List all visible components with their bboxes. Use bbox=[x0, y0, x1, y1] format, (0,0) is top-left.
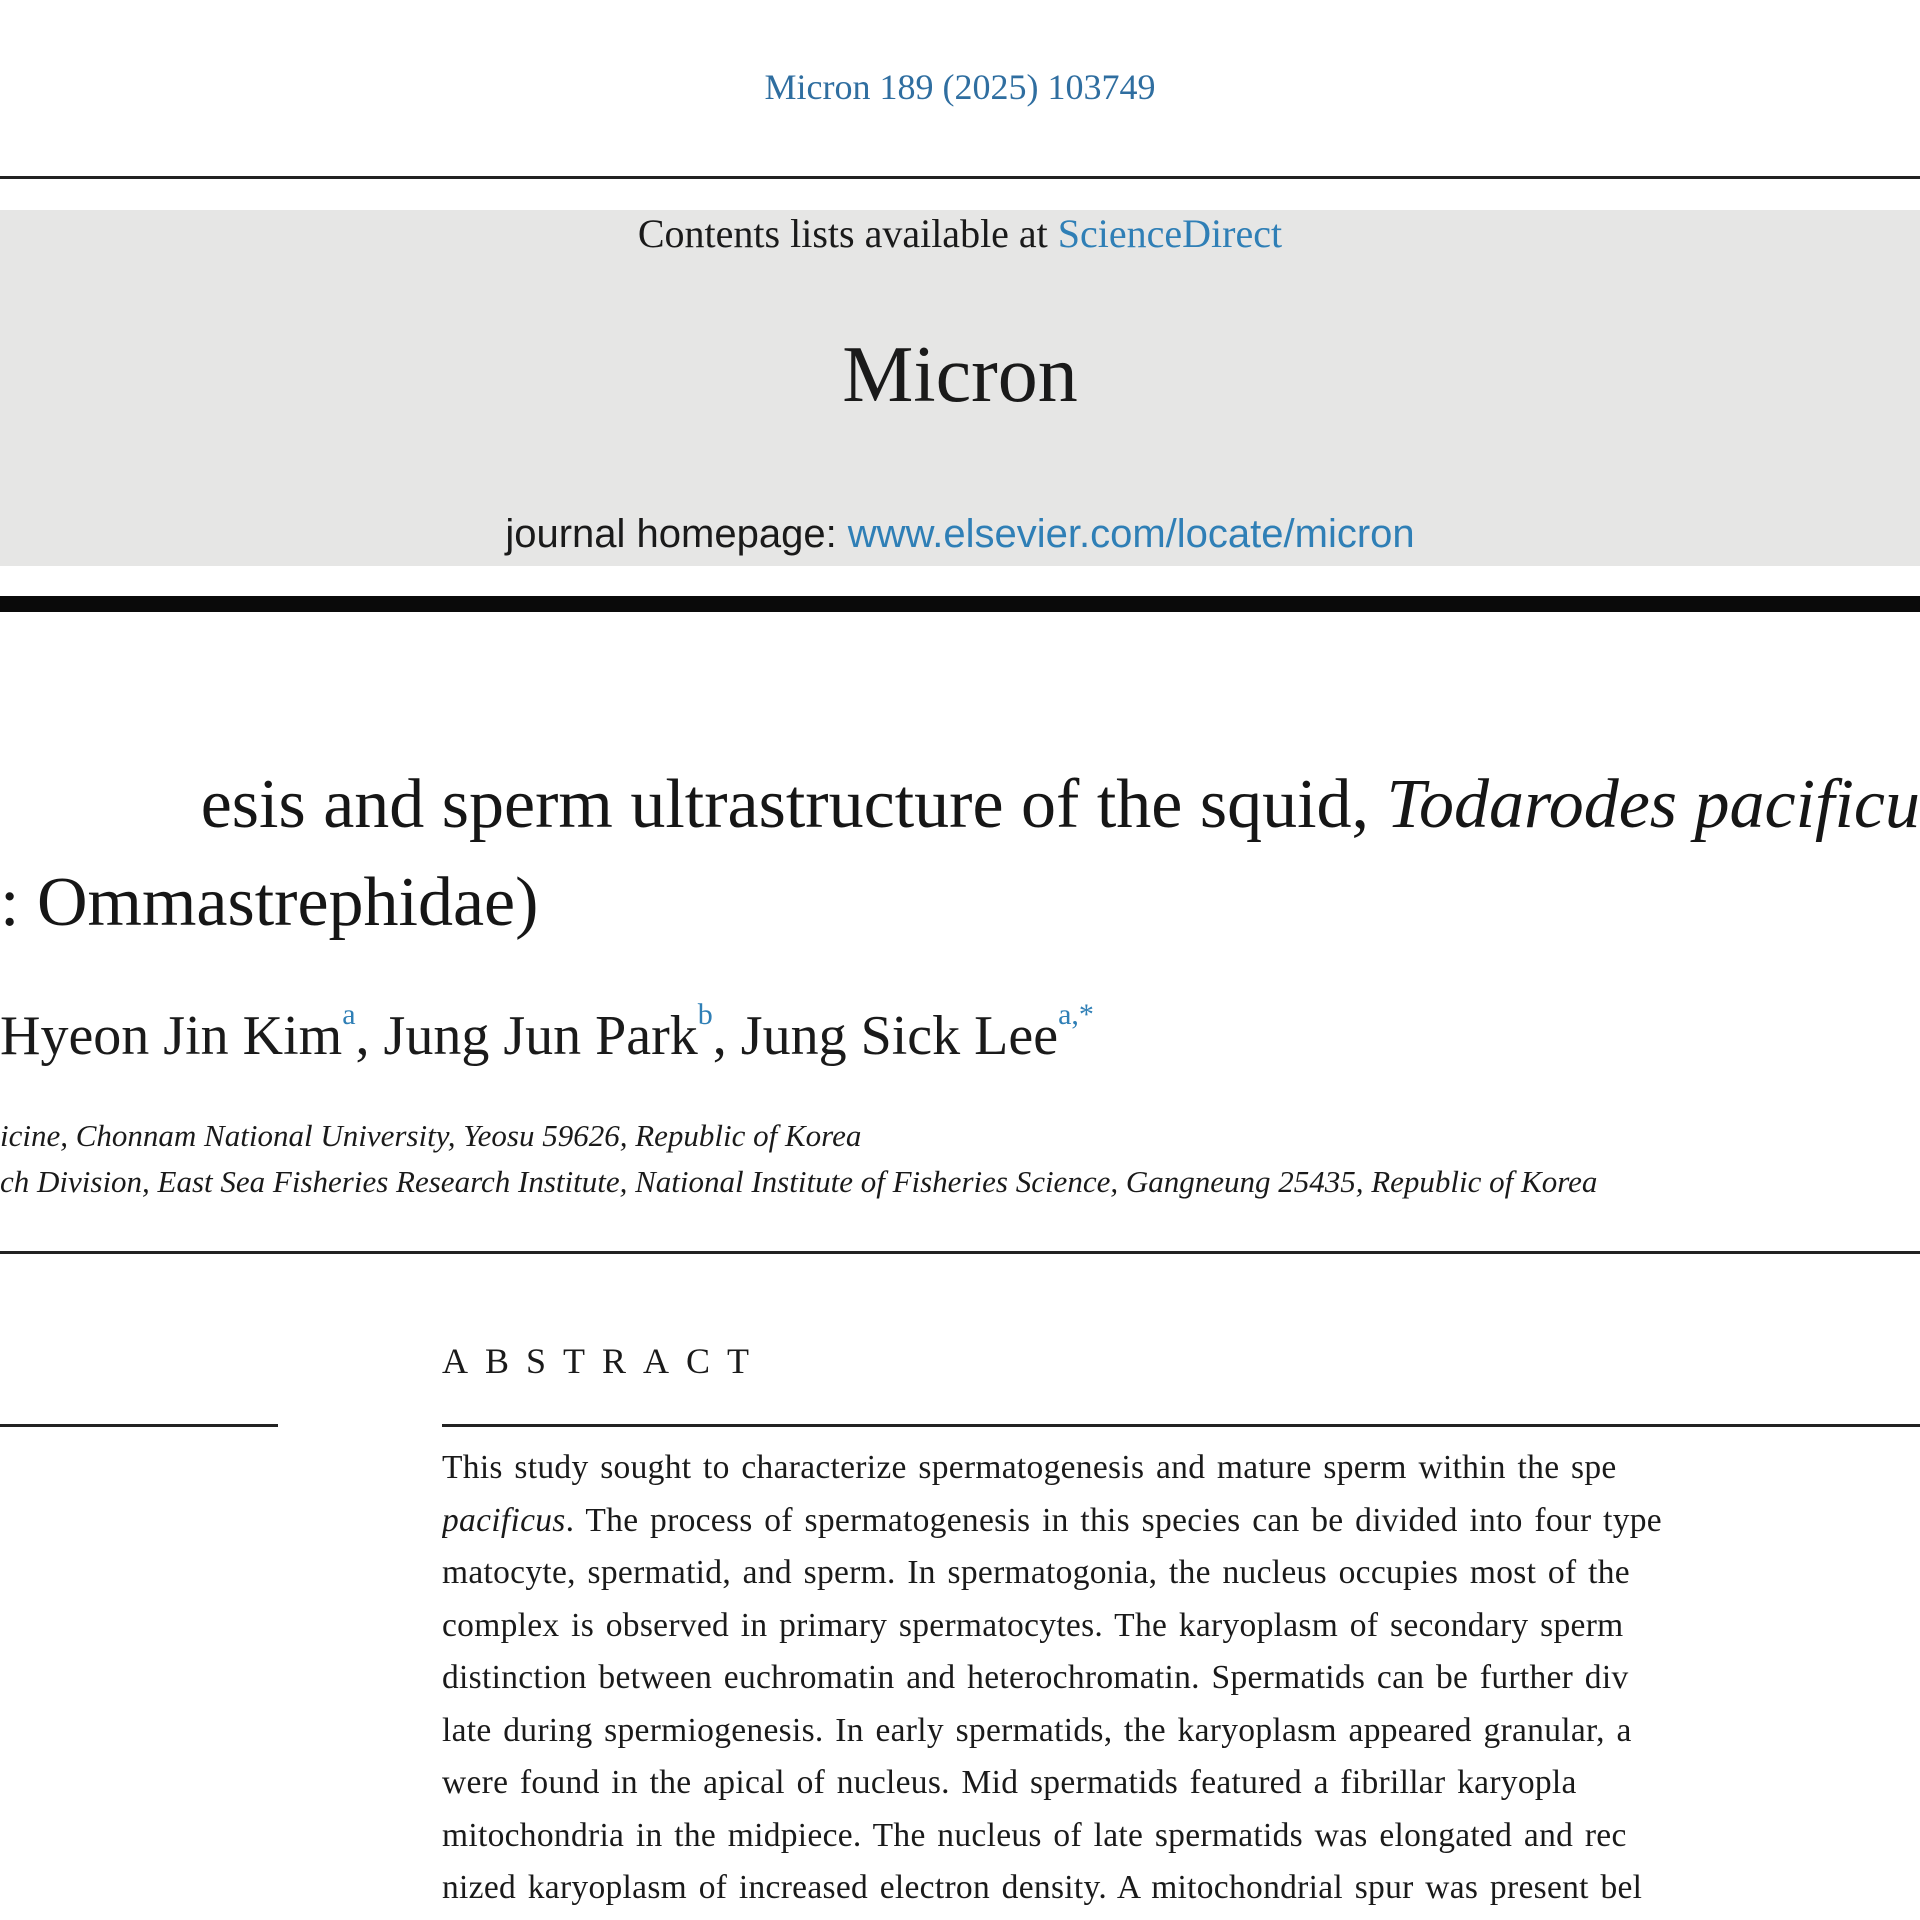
article-title-line-1 bbox=[201, 765, 1920, 845]
sciencedirect-link[interactable]: ScienceDirect bbox=[1057, 211, 1283, 256]
abstract-line: late during spermiogenesis. In early spermatids, the karyoplasm appeared granular, a bbox=[442, 1711, 1632, 1749]
author-name[interactable]: Jung Sick Lee bbox=[740, 1005, 1059, 1067]
journal-homepage-link[interactable]: www.elsevier.com/locate/micron bbox=[847, 512, 1415, 556]
title-line-1-text: esis and sperm ultrastructure of the squid, bbox=[200, 766, 1387, 843]
journal-name: Micron bbox=[842, 331, 1078, 419]
homepage-prefix: journal homepage: bbox=[505, 512, 848, 556]
section-divider bbox=[0, 1251, 1920, 1254]
abstract-line: mitochondria in the midpiece. The nucleus of late spermatids was elongated and rec bbox=[442, 1816, 1627, 1854]
author-affiliation-marker[interactable]: a bbox=[342, 998, 356, 1031]
affiliation-a: icine, Chonnam National University, Yeosu 59626, Republic of Korea bbox=[0, 1118, 862, 1153]
abstract-line: matocyte, spermatid, and sperm. In spermatogonia, the nucleus occupies most of the bbox=[442, 1554, 1630, 1591]
article-info-rule bbox=[0, 1424, 278, 1427]
contents-prefix: Contents lists available at bbox=[637, 211, 1058, 256]
author-affiliation-marker[interactable]: a,* bbox=[1058, 998, 1094, 1031]
journal-homepage-line bbox=[0, 512, 1920, 557]
abstract-body bbox=[442, 1442, 1920, 1920]
journal-citation[interactable]: Micron 189 (2025) 103749 bbox=[764, 67, 1156, 107]
abstract-line: distinction between euchromatin and heterochromatin. Spermatids can be further div bbox=[442, 1659, 1629, 1696]
affiliation-b: ch Division, East Sea Fisheries Research Institute, National Institute of Fisheries Science, Gangneung 25435, Republic of Korea bbox=[0, 1164, 1598, 1199]
author-name[interactable]: Hyeon Jin Kim bbox=[0, 1005, 343, 1067]
article-title-line-2: : Ommastrephidae) bbox=[0, 864, 539, 941]
author-list bbox=[0, 998, 1094, 1068]
header-rule-top bbox=[0, 176, 1920, 179]
abstract-line: complex is observed in primary spermatocytes. The karyoplasm of secondary sperm bbox=[442, 1606, 1624, 1644]
author-separator: , bbox=[355, 1005, 384, 1067]
contents-line bbox=[0, 210, 1920, 257]
author-name[interactable]: Jung Jun Park bbox=[383, 1005, 698, 1067]
author-separator: , bbox=[712, 1005, 741, 1067]
author-affiliation-marker[interactable]: b bbox=[697, 998, 713, 1031]
abstract-heading: ABSTRACT bbox=[442, 1341, 767, 1381]
abstract-line: nized karyoplasm of increased electron density. A mitochondrial spur was present bel bbox=[442, 1869, 1643, 1906]
abstract-line-text: . The process of spermatogenesis in this species can be divided into four type bbox=[565, 1501, 1662, 1539]
species-name-italic: pacificus bbox=[442, 1501, 566, 1539]
abstract-line: were found in the apical of nucleus. Mid spermatids featured a fibrillar karyopla bbox=[442, 1764, 1577, 1801]
abstract-line: This study sought to characterize spermatogenesis and mature sperm within the spe bbox=[442, 1449, 1617, 1486]
title-species-name: Todarodes pacificu bbox=[1386, 766, 1920, 843]
abstract-rule bbox=[442, 1424, 1920, 1427]
header-rule-thick bbox=[0, 596, 1920, 612]
abstract-line bbox=[442, 1495, 1920, 1548]
